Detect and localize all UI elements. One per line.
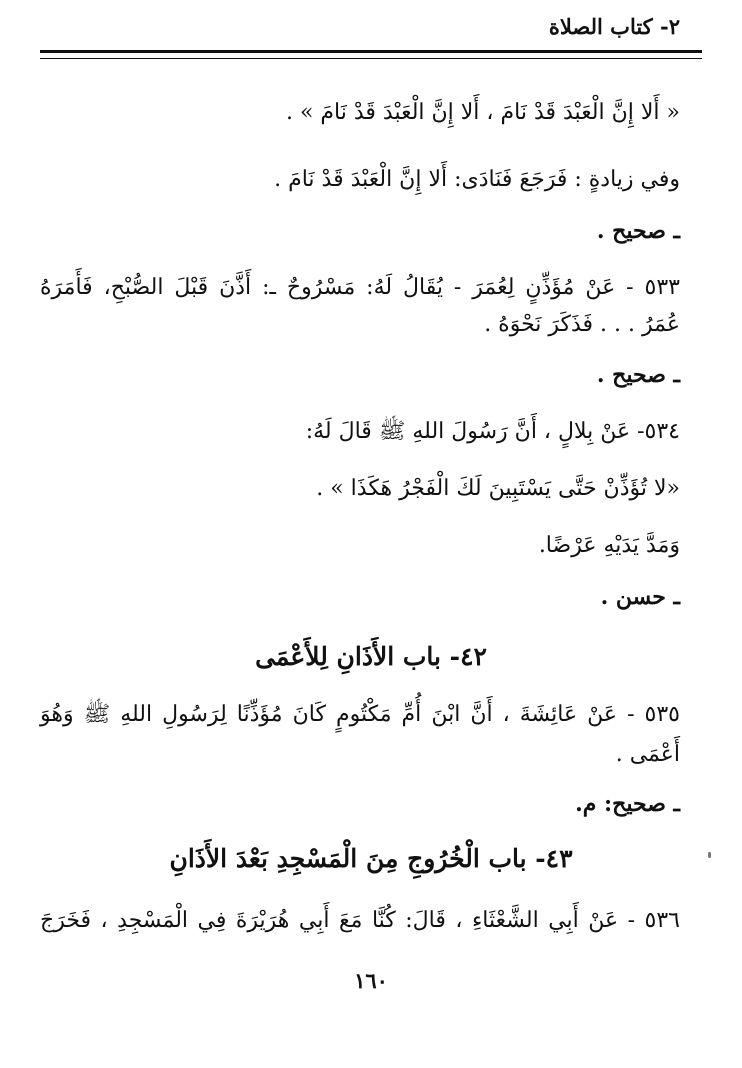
hadith-534-line-1: ٥٣٤- عَنْ بِلالٍ ، أَنَّ رَسُولَ اللهِ ﷺ قَالَ لَهُ: <box>305 419 680 444</box>
chapter-heading-43: ٤٣- باب الْخُرُوجِ مِنَ الْمَسْجِدِ بَعْدَ الأَذَانِ <box>169 844 573 873</box>
running-head: ٢- كتاب الصلاة <box>548 14 680 39</box>
hadith-533-line-1: ٥٣٣ - عَنْ مُؤَذِّنٍ لِعُمَرَ - يُقَالُ لَهُ: مَسْرُوحٌ ـ: أَذَّنَ قَبْلَ الصُّبْحِ، فَأَمَرَهُ <box>40 275 680 300</box>
hadith-533-line-2: عُمَرُ . . . فَذَكَرَ نَحْوَهُ . <box>484 312 680 337</box>
header-rule-thick <box>40 50 702 53</box>
hadith-grade: ـ صحيح . <box>596 218 680 244</box>
hadith-534-line-3: وَمَدَّ يَدَيْهِ عَرْضًا. <box>538 533 680 558</box>
text-line: « أَلا إِنَّ الْعَبْدَ قَدْ نَامَ ، أَلا إِنَّ الْعَبْدَ قَدْ نَامَ » . <box>285 100 680 125</box>
hadith-grade: ـ صحيح . <box>596 362 680 388</box>
hadith-536-line-1: ٥٣٦ - عَنْ أَبِي الشَّعْثَاءِ ، قَالَ: كُنَّا مَعَ أَبِي هُرَيْرَةَ فِي الْمَسْجِدِ ، فَخَرَجَ <box>40 908 680 933</box>
chapter-heading-42: ٤٢- باب الأَذَانِ لِلأَعْمَى <box>255 642 487 671</box>
hadith-grade: ـ حسن . <box>600 584 680 610</box>
scan-speck <box>708 852 711 858</box>
hadith-535-line-1: ٥٣٥ - عَنْ عَائِشَةَ ، أَنَّ ابْنَ أُمِّ مَكْتُومٍ كَانَ مُؤَذِّنًا لِرَسُولِ اللهِ ﷺ وَهُوَ <box>40 702 680 727</box>
hadith-535-line-2: أَعْمَى . <box>615 742 680 767</box>
page-number: ١٦٠ <box>354 968 388 993</box>
header-rule-thin <box>40 58 702 59</box>
text-line: وفي زيادةٍ : فَرَجَعَ فَنَادَى: أَلا إِنَّ الْعَبْدَ قَدْ نَامَ . <box>274 167 680 192</box>
hadith-534-line-2: «لا تُؤَذِّنْ حَتَّى يَسْتَبِينَ لَكَ الْفَجْرُ هَكَذَا » . <box>316 476 680 501</box>
hadith-grade: ـ صحيح: م. <box>575 791 680 817</box>
